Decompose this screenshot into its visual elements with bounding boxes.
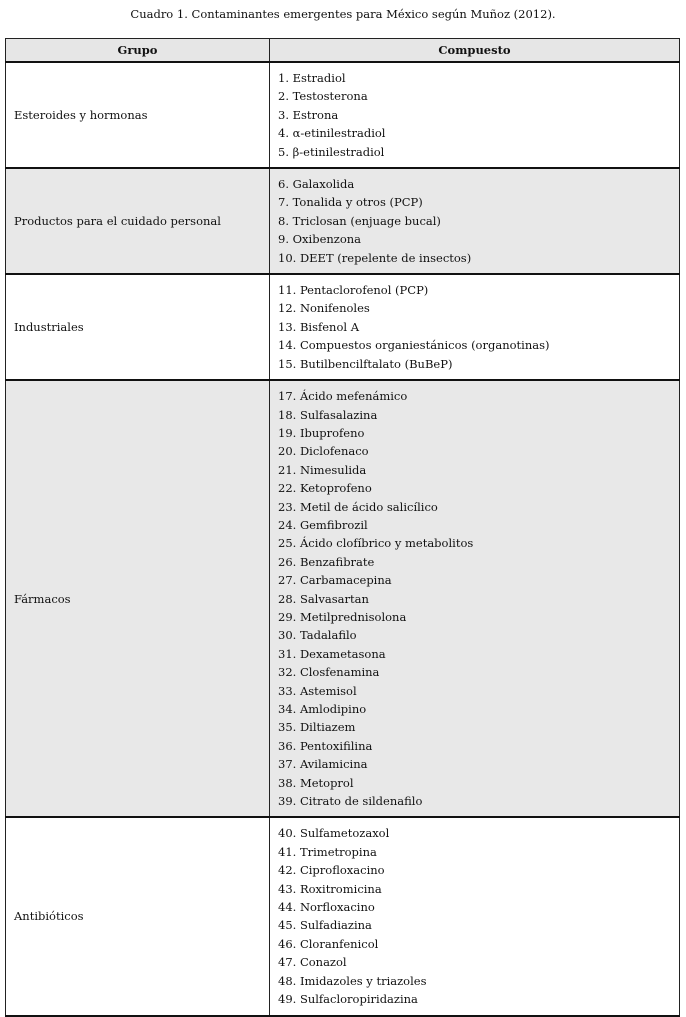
compound-item: 28. Salvasartan (278, 591, 369, 606)
compound-cell (270, 168, 680, 274)
table-row (6, 274, 680, 380)
compound-item: 3. Estrona (278, 107, 339, 122)
compound-cell (270, 380, 680, 817)
compound-item: 31. Dexametasona (278, 646, 386, 661)
group-cell: Fármacos (6, 380, 270, 817)
group-cell: Industriales (6, 274, 270, 380)
compound-item: 37. Avilamicina (278, 757, 368, 772)
compound-item: 42. Ciprofloxacino (278, 863, 385, 878)
compound-item: 17. Ácido mefenámico (278, 389, 408, 404)
table-header-row (6, 39, 680, 63)
compound-item: 49. Sulfacloropiridazina (278, 992, 418, 1007)
group-cell: Antibióticos (6, 817, 270, 1015)
compound-item: 30. Tadalafilo (278, 628, 357, 643)
compound-item: 26. Benzafibrate (278, 554, 375, 569)
compound-item: 9. Oxibenzona (278, 232, 362, 247)
compound-item: 45. Sulfadiazina (278, 918, 372, 933)
compound-item: 15. Butilbencilftalato (BuBeP) (278, 356, 453, 371)
compound-cell (270, 62, 680, 168)
header-compound: Compuesto (270, 39, 680, 63)
compound-item: 46. Cloranfenicol (278, 936, 379, 951)
compound-item: 7. Tonalida y otros (PCP) (278, 195, 423, 210)
table-row (6, 817, 680, 1015)
compound-item: 23. Metil de ácido salicílico (278, 499, 438, 514)
compound-item: 36. Pentoxifilina (278, 738, 373, 753)
compound-cell (270, 274, 680, 380)
group-cell: Productos para el cuidado personal (6, 168, 270, 274)
compound-item: 18. Sulfasalazina (278, 407, 378, 422)
compound-item: 48. Imidazoles y triazoles (278, 973, 427, 988)
compound-item: 21. Nimesulida (278, 462, 367, 477)
group-cell: Esteroides y hormonas (6, 62, 270, 168)
compound-item: 10. DEET (repelente de insectos) (278, 250, 472, 265)
compound-item: 35. Diltiazem (278, 720, 356, 735)
compound-item: 20. Diclofenaco (278, 444, 369, 459)
compound-item: 33. Astemisol (278, 683, 357, 698)
compound-item: 4. α-etinilestradiol (278, 126, 386, 141)
header-group: Grupo (6, 39, 270, 63)
compound-item: 34. Amlodipino (278, 702, 367, 716)
compound-item: 27. Carbamacepina (278, 573, 392, 588)
compound-item: 24. Gemfibrozil (278, 517, 368, 532)
compound-item: 22. Ketoprofeno (278, 481, 372, 496)
table-row (6, 62, 680, 168)
compound-item: 40. Sulfametozaxol (278, 826, 390, 841)
compound-item: 43. Roxitromicina (278, 881, 382, 896)
compound-item: 38. Metoprol (278, 775, 354, 790)
table-row (6, 380, 680, 817)
compound-item: 47. Conazol (278, 955, 347, 970)
compound-item: 32. Closfenamina (278, 665, 380, 680)
compound-item: 12. Nonifenoles (278, 301, 370, 316)
compound-item: 8. Triclosan (enjuage bucal) (278, 213, 441, 228)
compound-item: 11. Pentaclorofenol (PCP) (278, 283, 429, 298)
table-caption: Cuadro 1. Contaminantes emergentes para México según Muñoz (2012). (130, 7, 556, 21)
compound-item: 25. Ácido clofíbrico y metabolitos (278, 536, 474, 551)
compound-item: 41. Trimetropina (278, 844, 377, 859)
compound-item: 39. Citrato de sildenafilo (278, 794, 423, 809)
compound-item: 1. Estradiol (278, 71, 346, 85)
contaminants-table (5, 38, 680, 1017)
table-row (6, 168, 680, 274)
compound-item: 19. Ibuprofeno (278, 425, 365, 440)
compound-item: 29. Metilprednisolona (278, 609, 407, 624)
compound-cell (270, 817, 680, 1015)
compound-item: 2. Testosterona (278, 89, 368, 104)
compound-item: 13. Bisfenol A (278, 319, 360, 334)
compound-item: 6. Galaxolida (278, 177, 355, 192)
compound-item: 44. Norfloxacino (278, 900, 375, 915)
compound-item: 14. Compuestos organiestánicos (organotinas) (278, 338, 550, 353)
compound-item: 5. β-etinilestradiol (278, 144, 385, 159)
